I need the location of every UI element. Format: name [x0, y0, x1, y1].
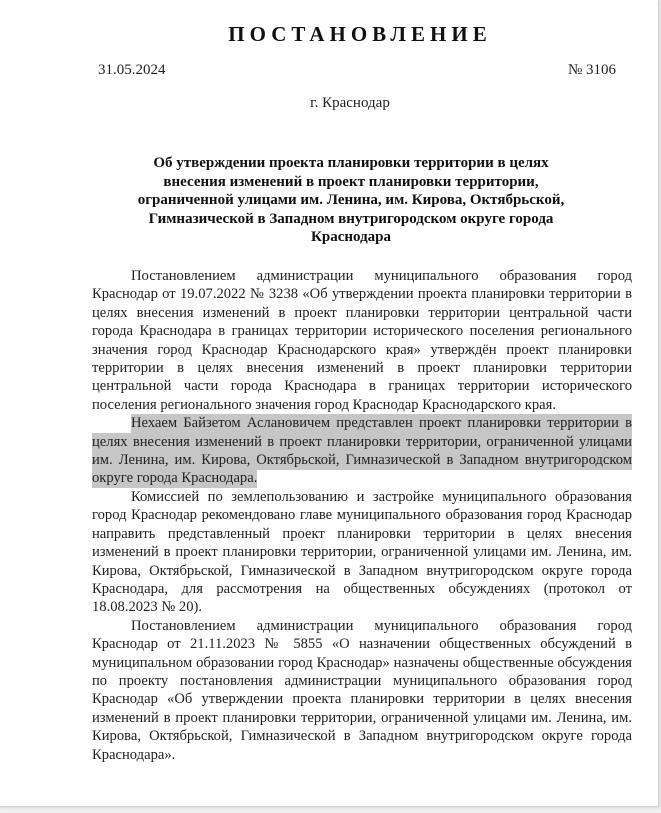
- document-city: г. Краснодар: [310, 95, 390, 111]
- document-title: ПОСТАНОВЛЕНИЕ: [228, 22, 492, 46]
- paragraph-3-text: Комиссией по землепользованию и застройке муниципального образования город Краснодар рекомендовано главе муниципального образования город Краснодар направить представленный проект планировки территории в целях внесения изменений в проект планировки территории, ограниченной улицами им. Ленина, им. Кирова, Октябрьской, Гимназической в Западном внутригородском округе города Краснодара, для рассмотрения на общественных обсуждениях (протокол от 18.08.2023 № 20).: [92, 488, 632, 616]
- paragraph-4: [92, 617, 632, 764]
- document-body: [92, 267, 632, 764]
- paragraph-3: [92, 488, 632, 617]
- paragraph-1-text: Постановлением администрации муниципального образования город Краснодар от 19.07.2022 № 3238 «Об утверждении проекта планировки территории в целях внесения изменений в проект планировки территории центральной части города Краснодара в границах территории исторического поселения регионального значения город Краснодар Краснодарского края» утверждён проект планировки территории в целях внесения изменений в проект планировки территории центральной части города Краснодара в границах территории исторического поселения регионального значения город Краснодар Краснодарского края.: [92, 268, 632, 413]
- paragraph-1: [92, 267, 632, 414]
- document-date: 31.05.2024: [98, 62, 166, 78]
- document-number: № 3106: [568, 62, 617, 78]
- document-heading: Об утверждении проекта планировки территории в целях внесения изменений в проект планировки территории, ограниченной улицами им. Ленина, им. Кирова, Октябрьской, Гимназической в Западном внутригородском округе города Краснодара: [137, 155, 565, 245]
- paragraph-2-highlighted[interactable]: [92, 414, 632, 488]
- paragraph-4-text: Постановлением администрации муниципального образования город Краснодар от 21.11.2023 № 5855 «О назначении общественных обсуждений в муниципальном образовании город Краснодар» назначены общественные обсуждения по проекту постановления администрации муниципального образования город Краснодар «Об утверждении проекта планировки территории в целях внесения изменений в проект планировки территории, ограниченной улицами им. Ленина, им. Кирова, Октябрьской, Гимназической в Западном внутригородском округе города Краснодара».: [92, 617, 632, 763]
- paragraph-2-text-selection[interactable]: Нехаем Байзетом Аслановичем представлен проект планировки территории в целях внесения изменений в проект планировки территории, ограниченной улицами им. Ленина, им. Кирова, Октябрьской, Гимназической в Западном внутригородском округе города Краснодара.: [92, 415, 632, 487]
